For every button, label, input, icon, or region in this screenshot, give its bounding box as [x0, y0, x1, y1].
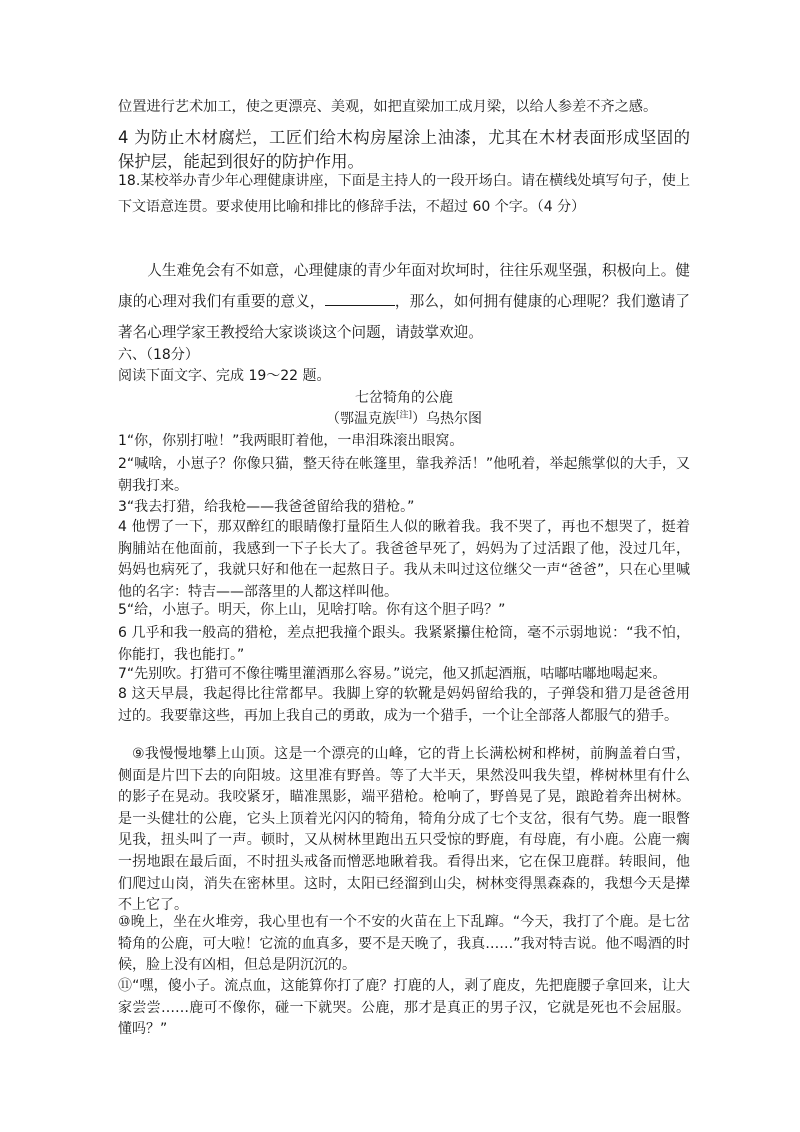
story-title: 七岔犄角的公鹿	[355, 390, 453, 406]
story-paragraph-1: 1“你，你别打啦！”我两眼盯着他，一串泪珠滚出眼窝。	[118, 433, 464, 449]
story-paragraph-4: 4 他愣了一下，那双醉红的眼睛像打量陌生人似的瞅着我。我不哭了，再也不想哭了，挺着胸脯站在他面前，我感到一下子长大了。我爸爸早死了，妈妈为了过活跟了他，没过几年，妈妈也病死了，我就只好和他在一起熬日子。我从未叫过这位继父一声“爸爸”，只在心里喊他的名字：特吉——部落里的人都这样叫他。	[118, 519, 690, 600]
author-note: [注]	[395, 410, 413, 421]
answer-blank[interactable]	[325, 291, 395, 306]
item3-text: 位置进行艺术加工，使之更漂亮、美观，如把直梁加工成月梁，以给人参差不齐之感。	[118, 99, 658, 115]
question-18-passage	[118, 255, 690, 348]
story-paragraph-11: ⑪“嘿，傻小子。流点血，这能算你打了鹿？打鹿的人，剥了鹿皮，先把鹿腰子拿回来，让大家尝尝……鹿可不像你，碰一下就哭。公鹿，那才是真正的男子汉，它就是死也不会屈服。懂吗？”	[118, 978, 690, 1038]
author-prefix: （鄂温克族	[325, 411, 396, 427]
question-18-prompt: 18.某校举办青少年心理健康讲座，下面是主持人的一段开场白。请在横线处填写句子，使上下文语意连贯。要求使用比喻和排比的修辞手法，不超过 60 个字。（4 分）	[118, 173, 690, 215]
story-paragraph-6: 6 几乎和我一般高的猎枪，差点把我撞个跟头。我紧紧攥住枪筒，毫不示弱地说：“我不怕，你能打，我也能打。”	[118, 625, 690, 663]
author-suffix: ）乌热尔图	[412, 411, 483, 427]
story-paragraph-9: ⑨我慢慢地攀上山顶。这是一个漂亮的山峰，它的背上长满松树和桦树，前胸盖着白雪，侧面是片凹下去的向阳坡。这里准有野兽。等了大半天，果然没叫我失望，桦树林里有什么的影子在晃动。我咬紧牙，瞄准黑影，端平猎枪。枪响了，野兽晃了晃，踉跄着奔出树林。是一头健壮的公鹿，它头上顶着光闪闪的犄角，犄角分成了七个支岔，很有气势。鹿一眼瞥见我，扭头叫了一声。顿时，又从树林里跑出五只受惊的野鹿，有母鹿，有小鹿。公鹿一瘸一拐地跟在最后面，不时扭头戒备而憎恶地瞅着我。看得出来，它在保卫鹿群。转眼间，他们爬过山岗，消失在密林里。这时，太阳已经溜到山尖，树林变得黑森森的，我想今天是撵不上它了。	[118, 746, 690, 914]
story-paragraph-8: 8 这天早晨，我起得比往常都早。我脚上穿的软靴是妈妈留给我的，子弹袋和猎刀是爸爸用过的。我要靠这些，再加上我自己的勇敢，成为一个猎手，一个让全部落人都服气的猎手。	[118, 686, 690, 724]
passage-text-after: ，那么，如何拥有健康的心理呢？我们邀请了著名心理学家王教授给大家谈谈这个问题，请鼓掌欢迎。	[118, 293, 690, 341]
passage-text-before: 人生难免会有不如意，心理健康的青少年面对坎坷时，往往乐观坚强，积极向上。健康的心理对我们有重要的意义，	[118, 262, 690, 310]
item4-text: 4 为防止木材腐烂，工匠们给木构房屋涂上油漆，尤其在木材表面形成坚固的保护层，能起到很好的防护作用。	[118, 128, 690, 171]
story-author	[118, 409, 690, 429]
section-heading: 六、（18分）	[118, 347, 199, 363]
story-paragraph-7: 7“先别吹。打猎可不像往嘴里灌酒那么容易。”说完，他又抓起酒瓶，咕嘟咕嘟地喝起来。	[118, 666, 667, 682]
story-paragraph-10: ⑩晚上，坐在火堆旁，我心里也有一个不安的火苗在上下乱蹿。“今天，我打了个鹿。是七岔犄角的公鹿，可大啦！它流的血真多，要不是天晚了，我真……”我对特吉说。他不喝酒的时候，脸上没有凶相，但总是阴沉沉的。	[118, 914, 690, 974]
story-paragraph-5: 5“给，小崽子。明天，你上山，见啥打啥。你有这个胆子吗？”	[118, 602, 506, 618]
story-paragraph-2: 2“喊啥，小崽子？你像只猫，整天待在帐篷里，靠我养活！”他吼着，举起熊掌似的大手，又朝我打来。	[118, 456, 690, 494]
section-instruction: 阅读下面文字、完成 19～22 题。	[118, 368, 331, 384]
story-paragraph-3: 3“我去打猎，给我枪——我爸爸留给我的猎枪。”	[118, 499, 415, 515]
